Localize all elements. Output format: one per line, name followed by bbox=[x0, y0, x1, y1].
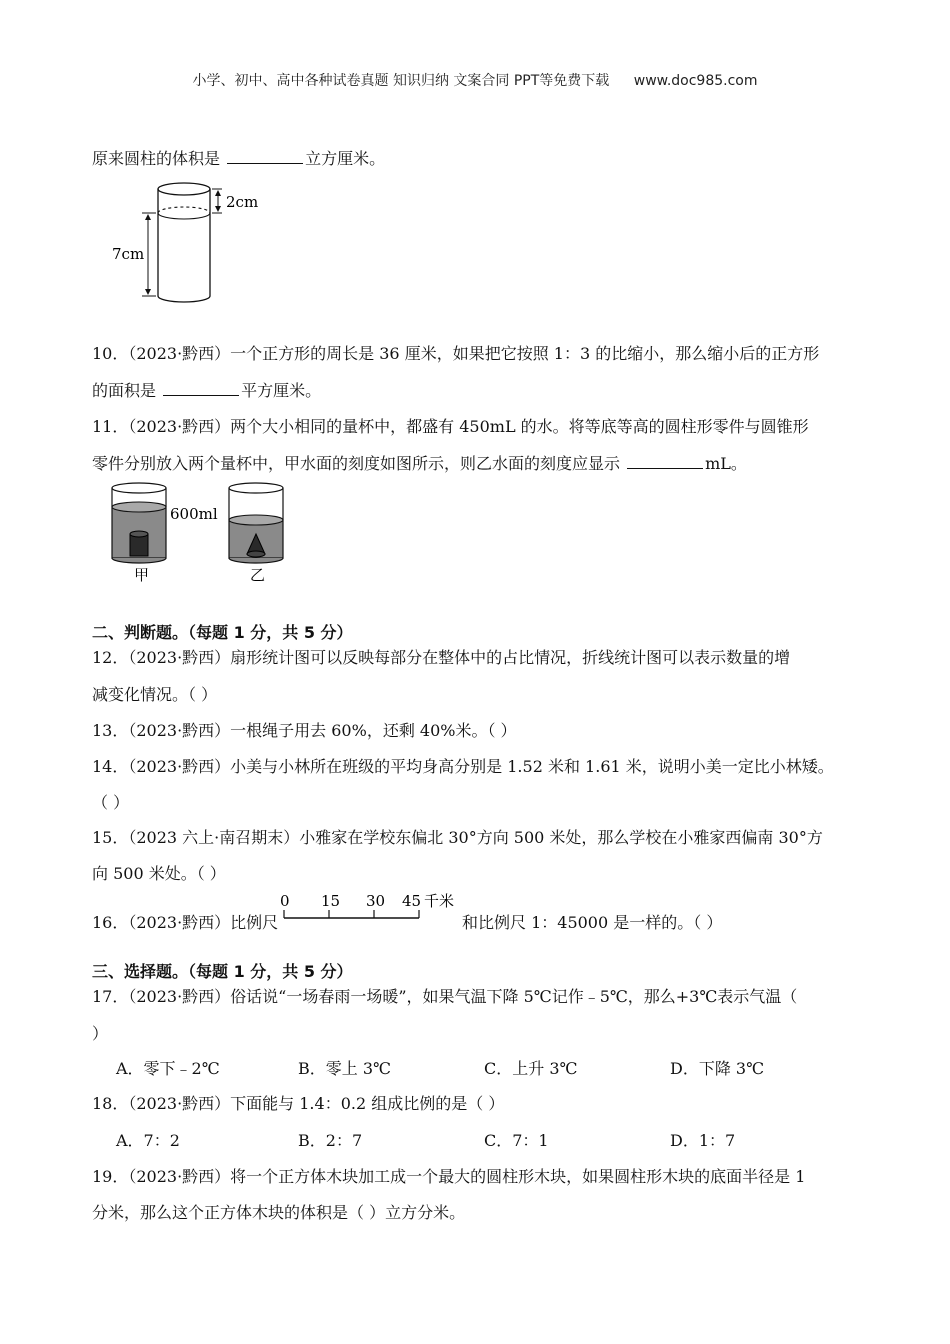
q11-line1: 11．（2023·黔西）两个大小相同的量杯中，都盛有 450mL 的水。将等底等高的圆柱形零件与圆锥形 bbox=[92, 417, 809, 436]
q17-option-a[interactable]: A．零下﹣2℃ bbox=[116, 1059, 220, 1078]
scale-tick-label: 45 bbox=[402, 892, 422, 910]
q18-option-c[interactable]: C．7：1 bbox=[484, 1131, 549, 1150]
q11-line2: 零件分别放入两个量杯中，甲水面的刻度如图所示，则乙水面的刻度应显示 mL。 bbox=[92, 454, 747, 473]
label-2cm: 2cm bbox=[226, 193, 259, 211]
section-title-choice: 三、选择题。（每题 1 分，共 5 分） bbox=[92, 962, 353, 981]
q18-line1: 18．（2023·黔西）下面能与 1.4：0.2 组成比例的是（ ） bbox=[92, 1094, 505, 1113]
label-600ml: 600ml bbox=[170, 505, 218, 523]
q14-line1: 14．（2023·黔西）小美与小林所在班级的平均身高分别是 1.52 米和 1.61 米，说明小美一定比小林矮。 bbox=[92, 757, 834, 776]
q18-option-d[interactable]: D．1：7 bbox=[670, 1131, 736, 1150]
scale-tick-label: 15 bbox=[321, 892, 341, 910]
q17-option-c[interactable]: C．上升 3℃ bbox=[484, 1059, 578, 1078]
scale-unit-label: 千米 bbox=[424, 892, 455, 910]
header-title: 小学、初中、高中各种试卷真题 知识归纳 文案合同 PPT等免费下载 bbox=[192, 73, 610, 89]
q17-option-d[interactable]: D．下降 3℃ bbox=[670, 1059, 764, 1078]
q19-line2: 分米，那么这个正方体木块的体积是（ ）立方分米。 bbox=[92, 1203, 466, 1222]
q15-line2: 向 500 米处。（ ） bbox=[92, 864, 226, 883]
q12-line2: 减变化情况。（ ） bbox=[92, 685, 218, 704]
scale-tick-label: 0 bbox=[280, 892, 290, 910]
header-url: www.doc985.com bbox=[633, 73, 758, 89]
scale-bar bbox=[276, 890, 466, 930]
q10-line2: 的面积是 平方厘米。 bbox=[92, 381, 322, 400]
label-7cm: 7cm bbox=[112, 245, 145, 263]
q18-option-b[interactable]: B．2：7 bbox=[298, 1131, 363, 1150]
cylinder-figure bbox=[108, 175, 278, 307]
q17-line1: 17．（2023·黔西）俗话说“一场春雨一场暖”，如果气温下降 5℃记作﹣5℃，那么+3℃表示气温（ bbox=[92, 987, 798, 1006]
q9-text: 原来圆柱的体积是 立方厘米。 bbox=[92, 149, 386, 168]
q16-suffix: 和比例尺 1：45000 是一样的。（ ） bbox=[462, 913, 723, 932]
cup-a-label: 甲 bbox=[134, 566, 150, 584]
q17-option-b[interactable]: B．零上 3℃ bbox=[298, 1059, 391, 1078]
q12-line1: 12．（2023·黔西）扇形统计图可以反映每部分在整体中的占比情况，折线统计图可以表示数量的增 bbox=[92, 648, 791, 667]
page-header bbox=[0, 70, 950, 90]
section-title-judgement: 二、判断题。（每题 1 分，共 5 分） bbox=[92, 623, 353, 642]
q14-line2: （ ） bbox=[92, 793, 130, 812]
q19-line1: 19．（2023·黔西）将一个正方体木块加工成一个最大的圆柱形木块，如果圆柱形木块的底面半径是 1 bbox=[92, 1167, 806, 1186]
answer-blank[interactable] bbox=[227, 149, 303, 164]
answer-blank[interactable] bbox=[627, 454, 703, 469]
answer-blank[interactable] bbox=[163, 381, 239, 396]
q17-line2: ） bbox=[92, 1024, 109, 1043]
q10-line1: 10．（2023·黔西）一个正方形的周长是 36 厘米，如果把它按照 1：3 的比缩小，那么缩小后的正方形 bbox=[92, 344, 820, 363]
cup-b-label: 乙 bbox=[250, 566, 266, 584]
q16-prefix: 16．（2023·黔西）比例尺 bbox=[92, 913, 279, 932]
measuring-cups-figure bbox=[104, 478, 304, 588]
q18-option-a[interactable]: A．7：2 bbox=[116, 1131, 180, 1150]
q13-line1: 13．（2023·黔西）一根绳子用去 60%，还剩 40%米。（ ） bbox=[92, 721, 517, 740]
scale-tick-label: 30 bbox=[366, 892, 386, 910]
q15-line1: 15．（2023 六上·南召期末）小雅家在学校东偏北 30°方向 500 米处，那么学校在小雅家西偏南 30°方 bbox=[92, 828, 823, 847]
